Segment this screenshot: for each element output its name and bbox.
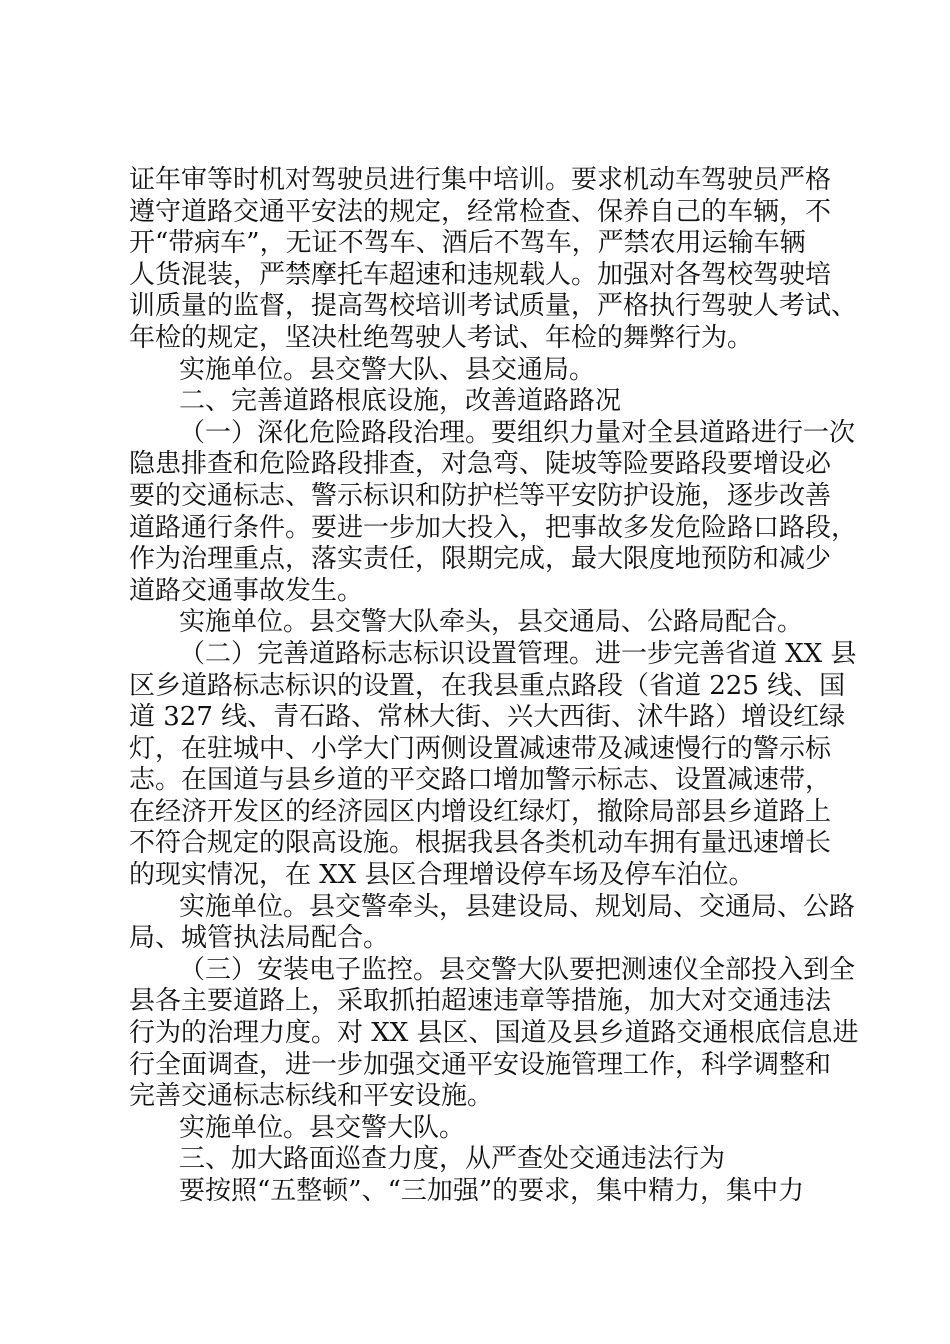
subsection-heading-line: （二）完善道路标志标识设置管理。进一步完善省道 XX 县 (179, 638, 857, 669)
text-line: 志。在国道与县乡道的平交路口增加警示标志、设置减速带， (129, 765, 832, 796)
text-line: 证年审等时机对驾驶员进行集中培训。要求机动车驾驶员严格 (129, 165, 832, 195)
text-line: 完善交通标志标线和平安设施。 (129, 1081, 494, 1112)
text-line: 行全面调查，进一步加强交通平安设施管理工作，科学调整和 (129, 1049, 832, 1080)
text-line: 作为治理重点，落实责任，限期完成，最大限度地预防和减少 (129, 544, 832, 575)
text-line: 要按照“五整顿”、“三加强”的要求，集中精力，集中力 (179, 1176, 805, 1206)
text-line: 训质量的监督，提高驾校培训考试质量，严格执行驾驶人考试、 (129, 291, 858, 322)
text-line: 行为的治理力度。对 XX 县区、国道及县乡道路交通根底信息进 (129, 1018, 859, 1049)
section-heading: 二、完善道路根底设施，改善道路路况 (179, 386, 622, 417)
text-line: 道路交通事故发生。 (129, 575, 364, 606)
text-line: 不符合规定的限高设施。根据我县各类机动车拥有量迅速增长 (129, 828, 832, 859)
text-line: 隐患排查和危险路段排查，对急弯、陡坡等险要路段要增设必 (129, 449, 832, 480)
text-line: 年检的规定，坚决杜绝驾驶人考试、年检的舞弊行为。 (129, 322, 754, 353)
text-line: 局、城管执法局配合。 (129, 923, 390, 954)
implementing-unit-line: 实施单位。县交警牵头，县建设局、规划局、交通局、公路 (179, 891, 856, 922)
text-line: 人货混装，严禁摩托车超速和违规载人。加强对各驾校驾驶培 (129, 259, 832, 290)
subsection-heading-line: （一）深化危险路段治理。要组织力量对全县道路进行一次 (179, 417, 856, 448)
document-body (129, 165, 859, 1208)
text-line: 在经济开发区的经济园区内增设红绿灯，撤除局部县乡道路上 (129, 796, 832, 827)
text-line: 遵守道路交通平安法的规定，经常检查、保养自己的车辆，不 (129, 196, 832, 227)
text-line: 道路通行条件。要进一步加大投入，把事故多发危险路口路段， (129, 512, 858, 543)
subsection-heading-line: （三）安装电子监控。县交警大队要把测速仪全部投入到全 (179, 954, 856, 985)
text-line: 县各主要道路上，采取抓拍超速违章等措施，加大对交通违法 (129, 986, 832, 1017)
implementing-unit-line: 实施单位。县交警大队、县交通局。 (179, 354, 596, 385)
text-line: 的现实情况，在 XX 县区合理增设停车场及停车泊位。 (129, 860, 755, 891)
implementing-unit-line: 实施单位。县交警大队。 (179, 1112, 466, 1143)
text-line: 道 327 线、青石路、常林大街、兴大西街、沭牛路）增设红绿 (129, 702, 846, 733)
text-line: 开“带病车”，无证不驾车、酒后不驾车，严禁农用运输车辆 (129, 228, 806, 259)
text-line: 灯，在驻城中、小学大门两侧设置减速带及减速慢行的警示标 (129, 733, 832, 764)
text-line: 区乡道路标志标识的设置，在我县重点路段（省道 225 线、国 (129, 670, 846, 701)
implementing-unit-line: 实施单位。县交警大队牵头，县交通局、公路局配合。 (179, 607, 804, 638)
section-heading: 三、加大路面巡查力度，从严查处交通违法行为 (179, 1144, 726, 1175)
text-line: 要的交通标志、警示标识和防护栏等平安防护设施，逐步改善 (129, 480, 832, 511)
